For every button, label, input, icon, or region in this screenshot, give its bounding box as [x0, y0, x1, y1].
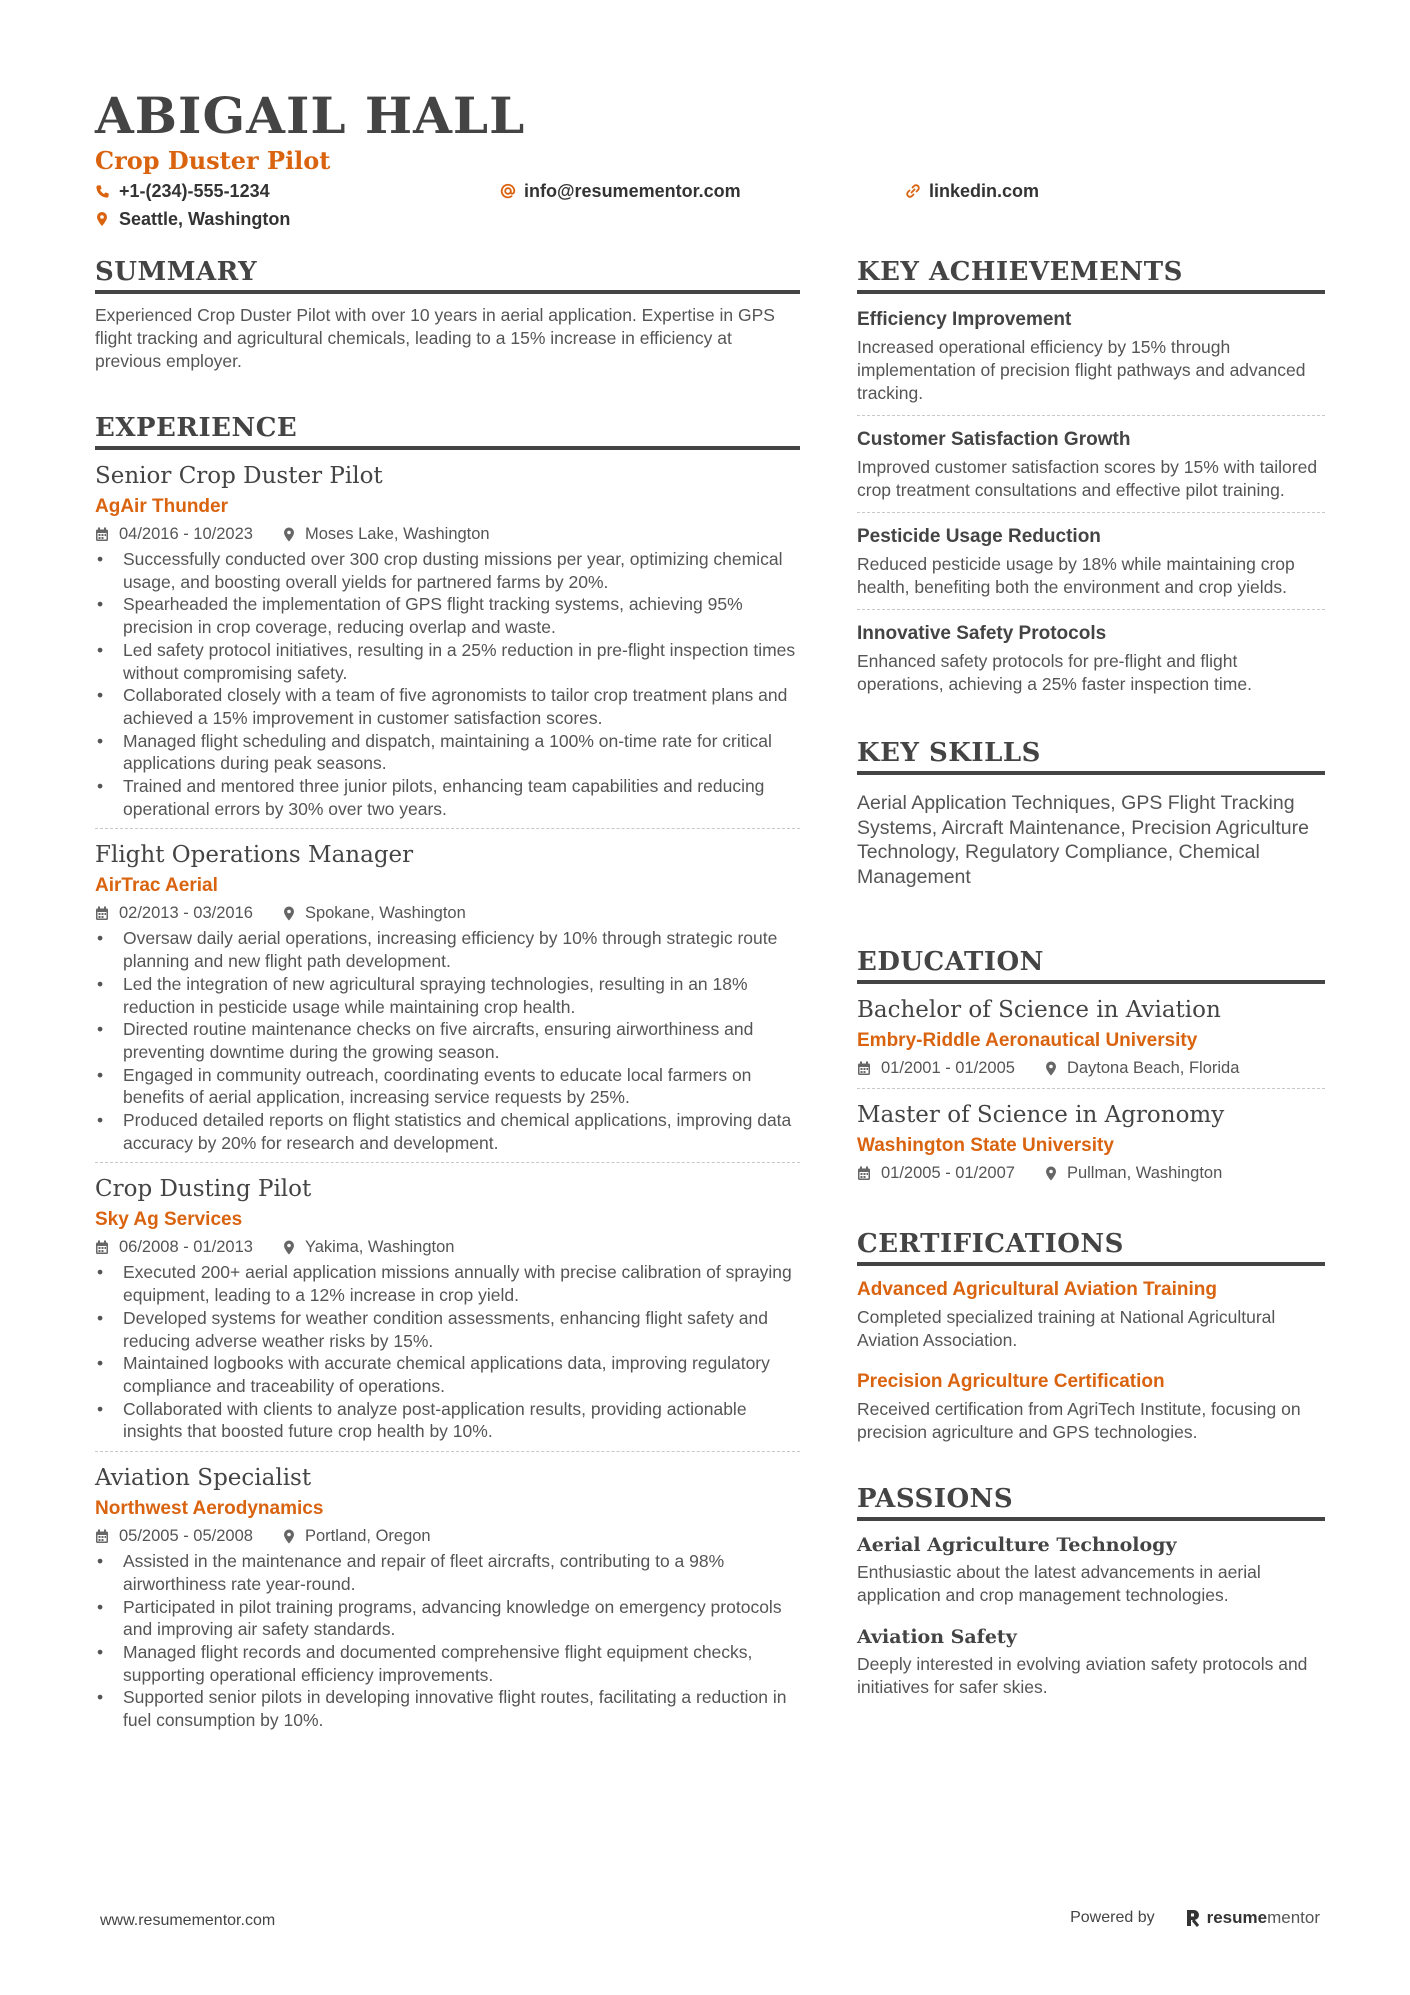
achievement-title: Innovative Safety Protocols [857, 623, 1107, 644]
achievement-desc: Increased operational efficiency by 15% through implementation of precision flight pathways and advanced tracking. [857, 337, 1306, 403]
achievement-title: Pesticide Usage Reduction [857, 526, 1101, 547]
certification-desc: Received certification from AgriTech Institute, focusing on precision agriculture and GPS technologies. [857, 1399, 1301, 1442]
summary-heading: SUMMARY [95, 255, 800, 294]
resume-header [95, 88, 1325, 232]
list-item: • Trained and mentored three junior pilots, enhancing team capabilities and reducing operational errors by 30% over two years. [95, 775, 800, 820]
calendar-icon [95, 1529, 109, 1544]
footer-website[interactable]: www.resumementor.com [100, 1912, 276, 1929]
job-meta [95, 901, 800, 925]
achievement-title: Customer Satisfaction Growth [857, 429, 1131, 450]
achievement-desc: Improved customer satisfaction scores by 15% with tailored crop treatment consultations and effective pilot training. [857, 457, 1318, 500]
job-entry [95, 1451, 800, 1740]
resumementor-logo-icon [1185, 1908, 1201, 1928]
brand-name-a: resume [1206, 1908, 1268, 1927]
location-pin-icon [283, 527, 295, 542]
job-title: Aviation Specialist [95, 1465, 312, 1492]
job-dates: 05/2005 - 05/2008 [95, 1524, 253, 1548]
list-item: • Led the integration of new agricultural spraying technologies, resulting in an 18% reduction in pesticide usage while maintaining crop health. [95, 973, 800, 1018]
skills-section [857, 736, 1325, 889]
job-bullets [95, 1550, 800, 1732]
job-bullets [95, 1261, 800, 1443]
list-item: • Engaged in community outreach, coordinating events to educate local farmers on benefits of aerial application, increasing service requests by 25%. [95, 1064, 800, 1109]
contact-email[interactable] [500, 178, 905, 204]
achievement-item [857, 415, 1325, 512]
location-pin-icon [283, 1240, 295, 1255]
brand-logo[interactable] [1185, 1908, 1320, 1928]
right-column [857, 255, 1325, 1699]
summary-section [95, 255, 800, 373]
calendar-icon [857, 1166, 871, 1181]
job-title: Senior Crop Duster Pilot [95, 463, 383, 489]
job-bullets [95, 548, 800, 820]
achievement-title: Efficiency Improvement [857, 309, 1072, 330]
job-meta [95, 1235, 800, 1259]
job-company: Northwest Aerodynamics [95, 1498, 324, 1520]
calendar-icon [857, 1061, 871, 1076]
job-entry [95, 460, 800, 828]
list-item: • Developed systems for weather condition assessments, enhancing flight safety and reducing adverse weather risks by 15%. [95, 1307, 800, 1352]
certification-title: Advanced Agricultural Aviation Training [857, 1279, 1217, 1300]
list-item: • Spearheaded the implementation of GPS flight tracking systems, achieving 95% precision in crop coverage, reducing overlap and waste. [95, 593, 800, 638]
location-pin-icon [283, 906, 295, 921]
list-item: • Supported senior pilots in developing innovative flight routes, facilitating a reduction in fuel consumption by 10%. [95, 1686, 800, 1731]
list-item: • Assisted in the maintenance and repair of fleet aircrafts, contributing to a 98% airworthiness rate year-round. [95, 1550, 800, 1595]
education-dates: 01/2005 - 01/2007 [857, 1161, 1015, 1185]
degree-title: Master of Science in Agronomy [857, 1102, 1225, 1128]
degree-title: Bachelor of Science in Aviation [857, 997, 1221, 1023]
list-item: • Directed routine maintenance checks on five aircrafts, ensuring airworthiness and preventing downtime during the growing season. [95, 1018, 800, 1063]
location-pin-icon [95, 211, 119, 227]
left-column [95, 255, 800, 1740]
link-icon [905, 183, 929, 199]
certifications-heading: CERTIFICATIONS [857, 1227, 1325, 1266]
education-meta [857, 1161, 1325, 1185]
job-dates: 04/2016 - 10/2023 [95, 522, 253, 546]
list-item: • Maintained logbooks with accurate chemical applications data, improving regulatory compliance and traceability of operations. [95, 1352, 800, 1397]
education-dates: 01/2001 - 01/2005 [857, 1056, 1015, 1080]
certification-item [857, 1276, 1325, 1352]
job-company: Sky Ag Services [95, 1209, 243, 1231]
list-item: • Managed flight scheduling and dispatch, maintaining a 100% on-time rate for critical applications during peak seasons. [95, 730, 800, 775]
location-pin-icon [1045, 1166, 1057, 1181]
passion-title: Aviation Safety [857, 1626, 1017, 1648]
job-title: Crop Dusting Pilot [95, 1176, 312, 1203]
passion-desc: Deeply interested in evolving aviation safety protocols and initiatives for safer skies. [857, 1654, 1308, 1697]
school-name: Washington State University [857, 1135, 1114, 1156]
education-meta [857, 1056, 1325, 1080]
list-item: • Collaborated with clients to analyze post-application results, providing actionable insights that boosted future crop health by 10%. [95, 1398, 800, 1443]
list-item: • Produced detailed reports on flight statistics and chemical applications, improving data accuracy by 20% for research and development. [95, 1109, 800, 1154]
job-title: Flight Operations Manager [95, 842, 414, 869]
list-item: • Executed 200+ aerial application missions annually with precise calibration of spraying equipment, leading to a 12% increase in crop yield. [95, 1261, 800, 1306]
list-item: • Managed flight records and documented comprehensive flight equipment checks, supporting operational efficiency improvements. [95, 1641, 800, 1686]
powered-by-text: Powered by [1070, 1909, 1155, 1926]
education-location: Daytona Beach, Florida [1045, 1056, 1239, 1080]
brand-name-b: mentor [1267, 1908, 1320, 1927]
job-location: Portland, Oregon [283, 1524, 431, 1548]
achievement-item [857, 512, 1325, 609]
calendar-icon [95, 1240, 109, 1255]
list-item: • Participated in pilot training programs, advancing knowledge on emergency protocols and improving air safety standards. [95, 1596, 800, 1641]
achievement-item [857, 304, 1325, 415]
passions-section [857, 1482, 1325, 1699]
job-dates: 06/2008 - 01/2013 [95, 1235, 253, 1259]
location-pin-icon [1045, 1061, 1057, 1076]
job-meta [95, 522, 800, 546]
achievements-section [857, 255, 1325, 706]
contact-row-2 [95, 206, 1325, 232]
candidate-name: ABIGAIL HALL [95, 86, 526, 145]
school-name: Embry-Riddle Aeronautical University [857, 1030, 1198, 1051]
skills-heading: KEY SKILLS [857, 736, 1325, 775]
certification-item [857, 1368, 1325, 1444]
experience-section [95, 411, 800, 1740]
skills-text: Aerial Application Techniques, GPS Flight Tracking Systems, Aircraft Maintenance, Precision Agriculture Technology, Regulatory Compliance, Chemical Management [857, 792, 1309, 888]
at-icon [500, 183, 524, 199]
job-company: AgAir Thunder [95, 496, 228, 517]
calendar-icon [95, 906, 109, 921]
achievement-desc: Enhanced safety protocols for pre-flight and flight operations, achieving a 25% faster inspection time. [857, 651, 1252, 694]
job-location: Spokane, Washington [283, 901, 466, 925]
location-pin-icon [283, 1529, 295, 1544]
list-item: • Led safety protocol initiatives, resulting in a 25% reduction in pre-flight inspection times without compromising safety. [95, 639, 800, 684]
education-entry [857, 1088, 1325, 1193]
location-text: Seattle, Washington [119, 208, 291, 229]
linkedin-text: linkedin.com [929, 180, 1040, 201]
candidate-title: Crop Duster Pilot [95, 146, 331, 175]
passions-heading: PASSIONS [857, 1482, 1325, 1521]
passion-title: Aerial Agriculture Technology [857, 1534, 1177, 1556]
passion-item [857, 1623, 1325, 1699]
job-dates: 02/2013 - 03/2016 [95, 901, 253, 925]
education-entry [857, 994, 1325, 1088]
list-item: • Oversaw daily aerial operations, increasing efficiency by 10% through strategic route planning and new flight path development. [95, 927, 800, 972]
achievement-item [857, 609, 1325, 706]
certification-desc: Completed specialized training at National Agricultural Aviation Association. [857, 1307, 1276, 1350]
education-section [857, 945, 1325, 1193]
email-text: info@resumementor.com [524, 180, 741, 201]
calendar-icon [95, 527, 109, 542]
job-bullets [95, 927, 800, 1154]
certifications-section [857, 1227, 1325, 1444]
list-item: • Collaborated closely with a team of five agronomists to tailor crop treatment plans and achieved a 15% improvement in customer satisfaction scores. [95, 684, 800, 729]
contact-linkedin[interactable] [905, 178, 1039, 204]
job-entry [95, 1162, 800, 1451]
phone-icon [95, 184, 119, 199]
certification-title: Precision Agriculture Certification [857, 1371, 1165, 1392]
job-company: AirTrac Aerial [95, 875, 218, 897]
experience-heading: EXPERIENCE [95, 411, 800, 450]
summary-text: Experienced Crop Duster Pilot with over 10 years in aerial application. Expertise in GPS flight tracking and agricultural chemicals, leading to a 15% increase in efficiency at previous employer. [95, 305, 775, 371]
job-location: Moses Lake, Washington [283, 522, 490, 546]
contact-location [95, 206, 290, 232]
job-location: Yakima, Washington [283, 1235, 454, 1259]
list-item: • Successfully conducted over 300 crop dusting missions per year, optimizing chemical usage, and boosting overall yields for partnered farms by 20%. [95, 548, 800, 593]
job-meta [95, 1524, 800, 1548]
education-location: Pullman, Washington [1045, 1161, 1222, 1185]
achievements-heading: KEY ACHIEVEMENTS [857, 255, 1325, 294]
passion-desc: Enthusiastic about the latest advancements in aerial application and crop management technologies. [857, 1562, 1261, 1605]
job-entry [95, 828, 800, 1162]
footer-branding [1070, 1908, 1320, 1928]
contact-row [95, 178, 1325, 204]
contact-phone[interactable] [95, 178, 500, 204]
achievement-desc: Reduced pesticide usage by 18% while maintaining crop health, benefiting both the environment and crop yields. [857, 554, 1295, 597]
passion-item [857, 1531, 1325, 1607]
phone-text: +1-(234)-555-1234 [119, 180, 270, 201]
education-heading: EDUCATION [857, 945, 1325, 984]
